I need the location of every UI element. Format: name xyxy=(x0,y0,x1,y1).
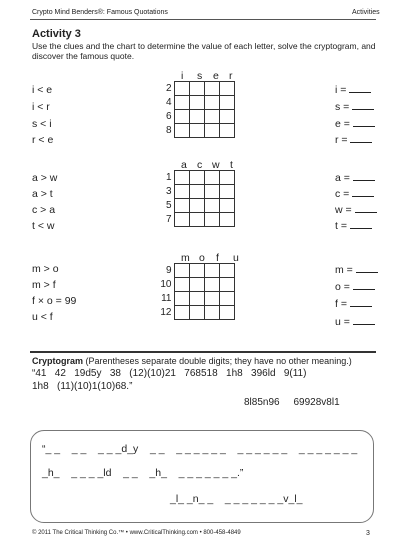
clue: m > o xyxy=(32,263,59,275)
grid-cell[interactable] xyxy=(219,199,234,213)
clue: a > t xyxy=(32,188,53,200)
grid-cell[interactable] xyxy=(189,171,204,185)
grid-cell[interactable] xyxy=(204,185,219,199)
answer-letter: o xyxy=(335,281,341,293)
grid-cell[interactable] xyxy=(204,292,219,306)
answer-blank[interactable] xyxy=(350,298,372,307)
grid-cell[interactable] xyxy=(204,124,219,138)
clue: r < e xyxy=(32,134,54,146)
grid-letter: t xyxy=(230,159,233,171)
grid-cell[interactable] xyxy=(189,306,204,320)
grid-letter: e xyxy=(213,70,219,82)
clue: c > a xyxy=(32,204,56,216)
answer-row xyxy=(335,264,378,276)
grid-cell[interactable] xyxy=(219,110,234,124)
answer-letter: i xyxy=(335,84,338,96)
grid-cell[interactable] xyxy=(204,199,219,213)
clue: s < i xyxy=(32,118,52,130)
answer-row xyxy=(335,204,377,216)
answer-letter: s xyxy=(335,101,341,113)
quote-line[interactable]: “_ _ _ _ _ _ _d_y _ _ _ _ _ _ _ _ _ _ _ _ _ _ _ _ _ _ _ _ _ xyxy=(42,443,358,455)
running-header-section: Activities xyxy=(352,9,380,16)
logic-grid xyxy=(158,81,235,138)
header-rule xyxy=(30,19,376,20)
grid-cell[interactable] xyxy=(219,264,234,278)
answer-blank[interactable] xyxy=(355,204,377,213)
answer-blank[interactable] xyxy=(353,316,375,325)
answer-row xyxy=(335,172,375,184)
answer-row xyxy=(335,220,372,232)
logic-grid xyxy=(158,170,235,227)
grid-letter: f xyxy=(216,252,219,264)
grid-letter: i xyxy=(181,70,184,82)
clue: u < f xyxy=(32,311,53,323)
grid-cell[interactable] xyxy=(189,292,204,306)
grid-number: 5 xyxy=(165,200,172,211)
cryptogram-attribution: 8l85n96 69928v8l1 xyxy=(244,397,340,408)
grid-cell[interactable] xyxy=(174,278,189,292)
answer-letter: w xyxy=(335,204,343,216)
answer-row xyxy=(335,298,372,310)
equals-sign: = xyxy=(345,204,352,216)
equals-sign: = xyxy=(343,316,350,328)
running-header-title: Crypto Mind Benders®: Famous Quotations xyxy=(32,9,168,16)
grid-number: 12 xyxy=(160,307,172,318)
answer-letter: a xyxy=(335,172,341,184)
grid-cell[interactable] xyxy=(174,264,189,278)
clue: a > w xyxy=(32,172,58,184)
answer-letter: c xyxy=(335,188,341,200)
answer-blank[interactable] xyxy=(356,264,378,273)
equals-sign: = xyxy=(343,281,350,293)
grid-letter: s xyxy=(197,70,203,82)
grid-cell[interactable] xyxy=(189,82,204,96)
answer-blank[interactable] xyxy=(350,134,372,143)
footer-copyright: © 2011 The Critical Thinking Co.™ • www.CriticalThinking.com • 800-458-4849 xyxy=(32,530,241,536)
clue: f × o = 99 xyxy=(32,295,77,307)
answer-letter: r xyxy=(335,134,339,146)
clue: t < w xyxy=(32,220,55,232)
grid-letter: m xyxy=(181,252,190,264)
grid-cell[interactable] xyxy=(219,213,234,227)
answer-blank[interactable] xyxy=(353,118,375,127)
grid-cell[interactable] xyxy=(189,110,204,124)
grid-cell[interactable] xyxy=(174,213,189,227)
instructions: Use the clues and the chart to determine the value of each letter, solve the cryptogram, and discover the famous quote. xyxy=(32,41,376,61)
answer-letter: t xyxy=(335,220,338,232)
answer-letter: f xyxy=(335,298,338,310)
grid-cell[interactable] xyxy=(219,124,234,138)
equals-sign: = xyxy=(343,101,350,113)
grid-cell[interactable] xyxy=(219,82,234,96)
grid-cell[interactable] xyxy=(189,185,204,199)
cryptogram-note: (Parentheses separate double digits; they have no other meaning.) xyxy=(85,356,352,366)
grid-letter: c xyxy=(197,159,203,171)
grid-letter: u xyxy=(233,252,239,264)
answer-row xyxy=(335,84,371,96)
grid-cell[interactable] xyxy=(219,278,234,292)
answer-blank[interactable] xyxy=(352,101,374,110)
grid-cell[interactable] xyxy=(189,278,204,292)
grid-number: 11 xyxy=(161,293,172,304)
answer-letter: e xyxy=(335,118,341,130)
grid-number: 9 xyxy=(165,265,172,276)
answer-blank[interactable] xyxy=(353,172,375,181)
grid-letter: r xyxy=(229,70,233,82)
grid-number: 2 xyxy=(165,83,172,94)
cryptogram-line: 1h8 (11)(10)1(10)68.” xyxy=(32,381,133,392)
grid-number: 8 xyxy=(165,125,172,136)
grid-number: 7 xyxy=(165,214,172,225)
answer-row xyxy=(335,118,375,130)
equals-sign: = xyxy=(341,134,348,146)
grid-letter: a xyxy=(181,159,187,171)
grid-cell[interactable] xyxy=(174,292,189,306)
answer-row xyxy=(335,101,374,113)
grid-cell[interactable] xyxy=(219,185,234,199)
grid-number: 4 xyxy=(165,97,172,108)
answer-row xyxy=(335,188,374,200)
quote-author-line[interactable]: _l_ _n_ _ _ _ _ _ _ _ _v_l_ xyxy=(170,493,303,505)
answer-blank[interactable] xyxy=(353,281,375,290)
cryptogram-label: Cryptogram xyxy=(32,356,84,366)
grid-cell[interactable] xyxy=(204,306,219,320)
grid-cell[interactable] xyxy=(204,110,219,124)
answer-blank[interactable] xyxy=(350,220,372,229)
answer-blank[interactable] xyxy=(352,188,374,197)
grid-number: 3 xyxy=(165,186,172,197)
grid-cell[interactable] xyxy=(189,213,204,227)
clue: i < e xyxy=(32,84,53,96)
equals-sign: = xyxy=(343,118,350,130)
grid-cell[interactable] xyxy=(204,82,219,96)
grid-letter: w xyxy=(212,159,220,171)
equals-sign: = xyxy=(340,84,347,96)
cryptogram-line: “41 42 19d5y 38 (12)(10)21 768518 1h8 396ld 9(11) xyxy=(32,368,307,379)
grid-cell[interactable] xyxy=(204,278,219,292)
grid-cell[interactable] xyxy=(174,306,189,320)
answer-row xyxy=(335,134,372,146)
activity-title: Activity 3 xyxy=(32,28,81,40)
grid-number: 6 xyxy=(165,111,172,122)
equals-sign: = xyxy=(340,220,347,232)
answer-letter: u xyxy=(335,316,341,328)
clue: m > f xyxy=(32,279,56,291)
grid-cell[interactable] xyxy=(219,292,234,306)
grid-cell[interactable] xyxy=(204,96,219,110)
grid-cell[interactable] xyxy=(189,264,204,278)
grid-cell[interactable] xyxy=(174,110,189,124)
answer-blank[interactable] xyxy=(349,84,371,93)
equals-sign: = xyxy=(340,298,347,310)
grid-cell[interactable] xyxy=(174,199,189,213)
grid-cell[interactable] xyxy=(174,96,189,110)
page-number: 3 xyxy=(366,530,370,537)
quote-line[interactable]: _h_ _ _ _ _ld _ _ _h_ _ _ _ _ _ _ _.” xyxy=(42,467,244,479)
grid-cell[interactable] xyxy=(204,171,219,185)
clue: i < r xyxy=(32,101,50,113)
grid-letter: o xyxy=(199,252,205,264)
grid-cell[interactable] xyxy=(174,185,189,199)
grid-number: 10 xyxy=(160,279,172,290)
grid-cell[interactable] xyxy=(189,124,204,138)
grid-cell[interactable] xyxy=(219,306,234,320)
logic-grid xyxy=(158,263,235,320)
cryptogram-rule xyxy=(30,351,376,353)
grid-cell[interactable] xyxy=(174,171,189,185)
answer-row xyxy=(335,316,375,328)
grid-cell[interactable] xyxy=(219,171,234,185)
grid-cell[interactable] xyxy=(174,124,189,138)
equals-sign: = xyxy=(343,188,350,200)
cryptogram-heading xyxy=(32,356,352,366)
grid-cell[interactable] xyxy=(189,96,204,110)
grid-cell[interactable] xyxy=(174,82,189,96)
equals-sign: = xyxy=(346,264,353,276)
grid-cell[interactable] xyxy=(204,213,219,227)
grid-cell[interactable] xyxy=(189,199,204,213)
answer-row xyxy=(335,281,375,293)
equals-sign: = xyxy=(343,172,350,184)
grid-cell[interactable] xyxy=(219,96,234,110)
grid-number: 1 xyxy=(165,172,172,183)
answer-letter: m xyxy=(335,264,344,276)
grid-cell[interactable] xyxy=(204,264,219,278)
